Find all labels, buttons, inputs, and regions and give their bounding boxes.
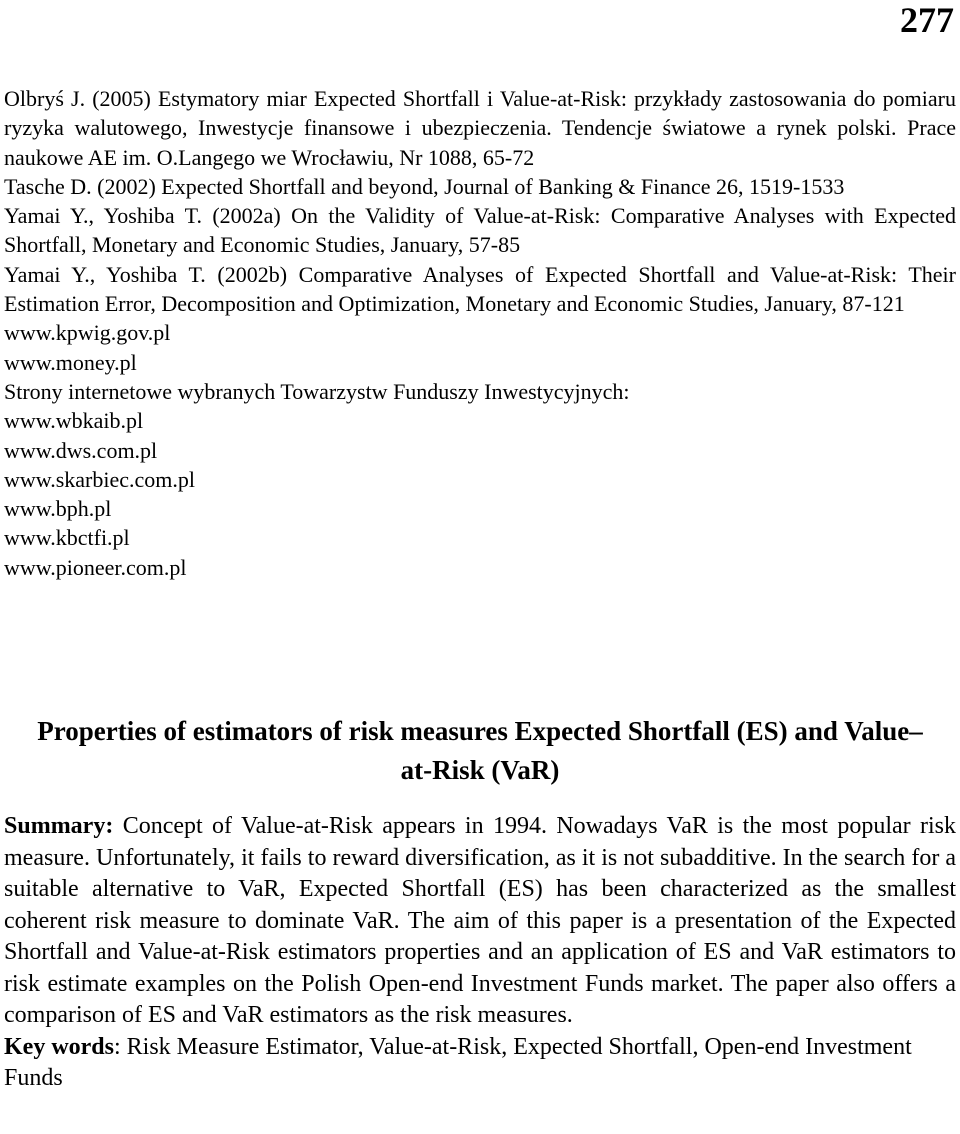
reference-tasche: Tasche D. (2002) Expected Shortfall and beyond, Journal of Banking & Finance 26, 1519-1533: [4, 173, 845, 199]
title-line-2: at-Risk (VaR): [400, 755, 560, 785]
reference-yamai-2002b: Yamai Y., Yoshiba T. (2002b) Comparative Analyses of Expected Shortfall and Value-at-Risk: Their Estimation Error, Decomposition and Optimization, Monetary and Economic Studies, January, 87-121: [4, 261, 956, 317]
reference-yamai-2002a: Yamai Y., Yoshiba T. (2002a) On the Validity of Value-at-Risk: Comparative Analyses with Expected Shortfall, Monetary and Economic Studies, January, 57-85: [4, 203, 956, 258]
fund-link-kbctfi: www.kbctfi.pl: [4, 525, 130, 551]
summary-text: Concept of Value-at-Risk appears in 1994. Nowadays VaR is the most popular risk measure. Unfortunately, it fails to reward diversification, as it is not subadditive. In the search for a suitable alternative to VaR, Expected Shortfall (ES) has been characterized as the smallest coherent risk measure to dominate VaR. The aim of this paper is a presentation of the Expected Shortfall and Value-at-Risk estimators properties and an application of ES and VaR estimators to risk estimate examples on the Polish Open-end Investment Funds market. The paper also offers a comparison of ES and VaR estimators as the risk measures.: [4, 813, 956, 1028]
fund-link-dws: www.dws.com.pl: [4, 437, 158, 463]
title-line-1: Properties of estimators of risk measures Expected Shortfall (ES) and Value–: [37, 716, 923, 746]
summary-label: Summary:: [4, 813, 114, 839]
funds-heading: Strony internetowe wybranych Towarzystw Funduszy Inwestycyjnych:: [4, 378, 630, 404]
paper-title: [0, 712, 960, 790]
keywords-text: : Risk Measure Estimator, Value-at-Risk, Expected Shortfall, Open-end Investment Funds: [4, 1033, 912, 1091]
fund-link-skarbiec: www.skarbiec.com.pl: [4, 466, 196, 492]
fund-link-bph: www.bph.pl: [4, 496, 112, 522]
reference-list: [4, 84, 956, 582]
keywords-label: Key words: [4, 1033, 114, 1060]
fund-link-pioneer: www.pioneer.com.pl: [4, 554, 187, 580]
reference-olbrys: Olbryś J. (2005) Estymatory miar Expected Shortfall i Value-at-Risk: przykłady zastosowania do pomiaru ryzyka walutowego, Inwestycje finansowe i ubezpieczenia. Tendencje światowe a rynek polski. Prace naukowe AE im. O.Langego we Wrocławiu, Nr 1088, 65-72: [4, 86, 956, 170]
summary-section: [4, 811, 956, 1095]
summary-paragraph: [4, 811, 956, 1032]
keywords-paragraph: [4, 1032, 956, 1095]
link-kpwig: www.kpwig.gov.pl: [4, 320, 171, 346]
link-money: www.money.pl: [4, 349, 137, 375]
page-number: 277: [900, 0, 954, 40]
fund-link-wbkaib: www.wbkaib.pl: [4, 408, 144, 434]
